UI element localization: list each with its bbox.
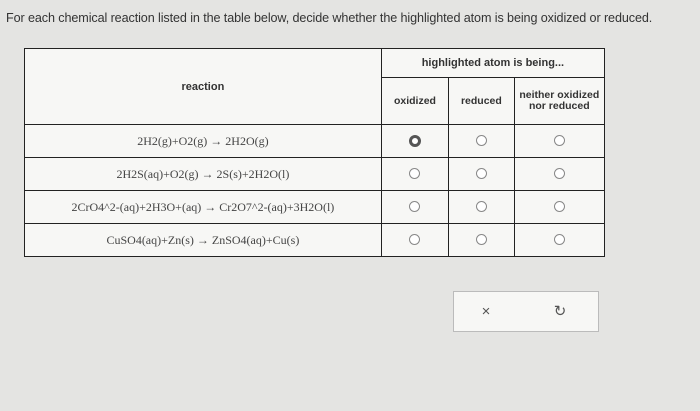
radio-neither[interactable] [554, 234, 565, 245]
reaction-cell: 2H2(g)+O2(g) → 2H2O(g) [25, 125, 382, 158]
radio-oxidized[interactable] [409, 135, 421, 147]
radio-reduced[interactable] [476, 135, 487, 146]
instruction-text: For each chemical reaction listed in the table below, decide whether the highlighted atom is being oxidized or reduced. [6, 11, 653, 25]
reset-button[interactable] [532, 298, 588, 326]
table-row [25, 158, 605, 191]
radio-reduced[interactable] [476, 234, 487, 245]
table-row [25, 191, 605, 224]
reaction-column-header: reaction [25, 49, 382, 125]
radio-reduced[interactable] [476, 168, 487, 179]
radio-oxidized[interactable] [409, 234, 420, 245]
close-icon: × [481, 303, 491, 320]
radio-neither[interactable] [554, 168, 565, 179]
radio-reduced[interactable] [476, 201, 487, 212]
reaction-cell: 2H2S(aq)+O2(g) → 2S(s)+2H2O(l) [25, 158, 382, 191]
table-row [25, 125, 605, 158]
clear-button[interactable] [458, 298, 514, 326]
refresh-icon: ↻ [553, 303, 567, 320]
col-header-reduced: reduced [449, 78, 514, 125]
group-header: highlighted atom is being... [381, 49, 604, 78]
radio-neither[interactable] [554, 201, 565, 212]
col-header-oxidized: oxidized [381, 78, 448, 125]
col-header-neither: neither oxidized nor reduced [514, 78, 604, 125]
reaction-cell: CuSO4(aq)+Zn(s) → ZnSO4(aq)+Cu(s) [25, 224, 382, 257]
reaction-table [24, 48, 605, 257]
radio-oxidized[interactable] [409, 168, 420, 179]
reaction-cell: 2CrO4^2-(aq)+2H3O+(aq) → Cr2O7^2-(aq)+3H2O(l) [25, 191, 382, 224]
radio-neither[interactable] [554, 135, 565, 146]
table-row [25, 224, 605, 257]
radio-oxidized[interactable] [409, 201, 420, 212]
